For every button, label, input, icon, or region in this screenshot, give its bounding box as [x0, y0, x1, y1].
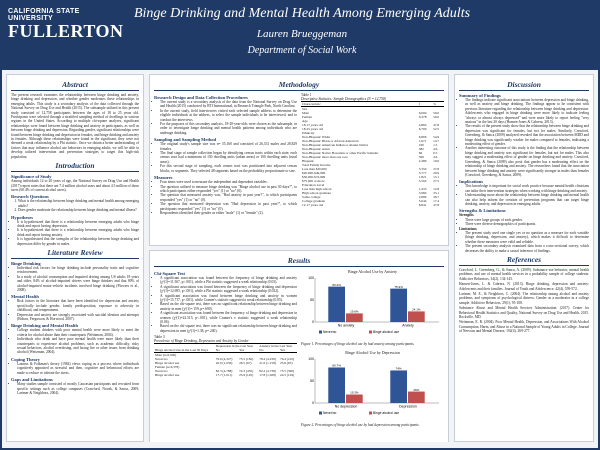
table1-cell: 3,777	[418, 171, 427, 175]
method-point: • The final stage of sample collection began by identifying census tracts within each state; each census tract had a minimum of 150 dwelling units (urban areas) or 100 dwelling units (rural areas).	[160, 151, 297, 164]
table1-cell: 19.6	[433, 159, 440, 163]
figure2-caption: Figure 2. Percentages of binge alcohol use by had depression among participants.	[301, 423, 420, 427]
table1-cell: Non-Hispanic Asian	[302, 147, 330, 151]
table1-cell: Non-Hispanic Black or African American	[302, 139, 359, 143]
result-point: • Based on the chi-square test, there was no significant relationship between binge drinking and anxiety in men (χ²(1)=.159, p=.690).	[160, 302, 297, 311]
result-point: • A significant association was found between the frequency of binge drinking and anxiety (χ²(1)=11.567, p<.001), while a Phi statistic suggested a weak relationship (0.03).	[160, 276, 297, 285]
y-tick-label: 0	[312, 320, 314, 325]
table1-header: %	[433, 102, 436, 106]
table3-subheader: No	[259, 348, 264, 353]
table1-cell: $20,000-$49,999	[302, 171, 326, 175]
left-column	[6, 74, 144, 442]
table1-header: Characteristic	[302, 102, 321, 106]
limitation-point: • The present study used one single yes or no question as a measure for each variable (binge drinking, depression, and anxiety), which makes it difficult to determine whether these measures were valid and reliable.	[465, 231, 589, 244]
legend-label: Never/no	[323, 330, 337, 334]
table1-cell: 14.7	[433, 139, 440, 143]
university-line: CALIFORNIA STATE UNIVERSITY	[8, 8, 80, 22]
table1-cell: Non-Hispanic American Indian or Alaska Native	[302, 143, 369, 147]
bar	[346, 395, 363, 403]
table3-cell: 23.6 (65)	[280, 361, 293, 366]
legend-swatch	[319, 331, 322, 334]
table3-cell: Male (n=6,000)	[155, 353, 177, 358]
x-tick-label: Anxiety	[402, 323, 414, 328]
binge-mental-health-heading: Binge Drinking and Mental Health	[11, 323, 79, 329]
table1-cell: $50,000-$74,999	[302, 175, 326, 179]
table3-cell: 79.0 (4,327)	[215, 357, 233, 362]
bar	[408, 392, 425, 403]
table1-cell: 36.7	[433, 195, 440, 199]
x-tick-label: Depression	[399, 404, 417, 409]
hypothesis: • It is hypothesized that there is a relationship between emerging adults who binge drink and report having anxiety.	[17, 228, 139, 237]
table1-cell: High school graduate	[302, 191, 332, 195]
bar	[408, 311, 425, 322]
limitation-point: • The present secondary analysis examined data from a cross-sectional survey, which decreases the ability to make a causal inference of findings.	[465, 244, 589, 253]
table1-cell: 3,984	[418, 191, 427, 195]
depression-bar-chart	[301, 355, 443, 417]
table1-cell: 6,806	[418, 135, 427, 139]
table3-cell: Binge alcohol use	[155, 373, 180, 378]
method-point: • The current study is a secondary analysis of the data from the National Survey on Drug Use and Health (2015) conducted by RTI International, in Research Triangle Park, North Carolina.	[160, 100, 297, 109]
significance-text: Among individuals 12 to 20 years of age, the National Survey on Drug Use and Health (2017) report notes that there are 7.4 million alcohol users and about 4.5 million of these users (60.4% of current alcohol users).	[11, 179, 139, 192]
table3-cell: 76.4 (210)	[280, 357, 295, 362]
table1-cell: Sex	[302, 107, 308, 111]
table1-cell: Non-Hispanic more than one race	[302, 155, 348, 159]
bar-data-label: 24.1%	[412, 307, 421, 312]
abstract-heading: Abstract	[11, 80, 139, 91]
table1-cell: 18-17 years old	[302, 123, 324, 127]
demographics-table	[301, 101, 444, 207]
reference-item: Crawford, L. Greenberg, G., & Sanca, A. (2009). Substance use behavior, mental health problems, and use of mental health services in a probability sample of college students. Addictive Behaviors, 34(2), 134-145.	[459, 268, 589, 281]
table3-cell: 74.3 (455)	[239, 369, 254, 374]
result-point: • A significant association was found between the frequency of binge drinking and depression in women (χ²(1)=22.515, p<.001), while Cramer's v statistic suggested a weak relationship (0.06).	[160, 311, 297, 324]
introduction-heading: Introduction	[11, 161, 139, 172]
implication-point: • Understanding more about the relationship between binge drinking and mental health can also help inform the creation of prevention programs that can target binge drinking, anxiety, and depression in emerging adults.	[465, 193, 589, 206]
table1-cell: 2,489	[418, 159, 427, 163]
literature-point: • Lazarus & Folkman's theory (1984) views coping as a process where individuals cognitively appraised as stressful and then, cognitive and behavioral efforts are made to reduce or tolerate the stress.	[17, 362, 139, 375]
table3-subheader: Binge Alcohol Use in the Last 30 Days	[155, 348, 209, 353]
hypothesis: • It is hypothesized that the strengths of the relationship between binge drinking and depression differ by gender in males.	[17, 237, 139, 246]
table1-cell: 190	[418, 143, 424, 147]
table3-cell: Female (n=6,378)	[155, 365, 180, 370]
university-name: FULLERTON	[8, 21, 124, 41]
x-tick-label: No anxiety	[337, 323, 355, 328]
result-point: • A significant association was found between the frequency of binge drinking and depression (χ²(1)=12.695, p<.001), while a Phi statistic suggested a weak relationship (0.032).	[160, 285, 297, 294]
table3-cell: 82.2 (4,738)	[259, 369, 276, 374]
table1-cell: 66	[418, 151, 423, 155]
figure1-caption: Figure 1. Percentages of binge alcohol use by had anxiety among participants.	[301, 342, 415, 346]
x-tick-label: No depression	[334, 404, 358, 409]
legend-label: Binge alcohol use	[373, 330, 400, 334]
table1-cell: 3,504	[418, 179, 427, 183]
table1-cell: 4,864	[418, 123, 427, 127]
poster-header	[2, 2, 598, 70]
table1-cell: 6,378	[418, 115, 427, 119]
chart2-title: Binge Alcohol Use by Depression	[345, 350, 400, 355]
research-question: 1. What is the relationship between binge drinking and mental health among emerging adults?	[18, 199, 139, 208]
table1-cell: 47.8	[433, 203, 440, 207]
table1-cell: College graduate	[302, 199, 326, 203]
methodology-panel	[149, 74, 449, 246]
research-question: 2. Does gender moderate the relationship between binge drinking and mental illness?	[18, 208, 139, 212]
poster-department: Department of Social Work	[247, 45, 357, 56]
table3-cell: Binge alcohol use	[155, 361, 180, 366]
coping-theory-heading: Coping Theory	[11, 356, 41, 362]
abstract-text: The present research examines the relationship between binge drinking and anxiety, binge drinking and depression, and whether gender moderates these relationships in emerging adults. This study is a secondary analysis of the data collected through the National Survey on Drug Use and Health (2015). The subsample utilized in this present study consisted of 12,758 participants between the ages of 18 to 25 years old. Participants were selected through a stratified sampling method of dwellings in various regions in the United States. According to multiple chi-square analyses, significant relationships were found between binge drinking and anxiety in participants, as well as between binge drinking and depression. Regarding gender, significant relationships were found between binge drinking and depression in females, and binge drinking and anxiety in females. Although these relationships were found in the significant, they were not deemed a weak relationship by a Phi statistic. Once we obtain a better understanding of factors that may influence alcohol use behaviors in emerging adults, we will be able to develop tailored intervention and prevention strategies to target this high-risk population.	[11, 93, 139, 159]
table1-cell: 52.5	[433, 127, 440, 131]
table1-cell: 15.1	[433, 175, 440, 179]
chart1-title: Binge Alcohol Use by Anxiety	[347, 269, 398, 274]
table1-cell: 0.5	[433, 151, 438, 155]
table1-body	[301, 107, 444, 208]
table1-cell: 582	[418, 147, 424, 151]
middle-column	[149, 74, 449, 442]
table3-title: Table 3	[154, 335, 165, 340]
table1-cell: Male	[302, 111, 309, 115]
table1-cell: 50.0	[433, 115, 440, 119]
poster-author: Lauren Brueggeman	[256, 28, 348, 40]
table1-cell: Education Level	[302, 183, 325, 187]
method-point: • For the purposes of this secondary analysis, 18-20-year-olds were chosen as the subsample, in order to investigate binge drinking and mental health patterns among individuals who are underage drinking.	[160, 122, 297, 135]
table3-cell: Never/no	[155, 357, 168, 362]
mental-health-heading: Mental Health	[11, 294, 39, 300]
table1-cell: 17.4	[433, 199, 440, 203]
table3-cell: 26.5 (67)	[239, 361, 252, 366]
legend-swatch	[369, 331, 372, 334]
table3-cell: 73.5 (182)	[239, 357, 254, 362]
literature-heading: Literature Review	[11, 248, 139, 259]
strength-point: • There were large groups of each gender.	[465, 218, 589, 222]
limitations-label: Limitations	[459, 226, 477, 231]
table3-header: Depression in the Last Year	[215, 344, 254, 349]
literature-point: • Depression and anxiety are strongly associated with suicidal ideation and attempts (Bolton, Fergusson, & Horwood, 2007).	[17, 313, 139, 322]
table1-cell: Female	[302, 115, 312, 119]
legend-label: Never/no	[323, 411, 337, 415]
table3-row	[154, 373, 297, 377]
discussion-heading: Discussion	[459, 80, 589, 91]
method-point: • In the current study, field interviewers visited each selected sample address to determine the eligible individuals at the address, to select the sample individuals to be interviewed, and to conduct the interviews.	[160, 109, 297, 122]
result-point: • A significant association was found between binge drinking and anxiety in women (χ²(1)=15.717, p<.001), while Cramer's statistic suggested a weak relationship (0.05).	[160, 294, 297, 303]
discussion-point: • The results of the present study show that the relationship between binge drinking and depression was significant for females, but not for males. Similarly, Crawford, Greenberg, & Sanca (2009) analyzed revealed that the association between MDD and binge drinking was significantly weaker for males compared to females, indicating a moderating effect of gender.	[465, 124, 589, 146]
methodology-heading: Methodology	[154, 80, 444, 91]
literature-point: • Individuals who drink and have poor mental health were more likely than their counterparts to experience alcohol problems, such as academic difficulty, risky sexual behaviors, alcohol overdosing, and facing fire or other issues from drinking alcohol (Weitzman, 2004).	[17, 337, 139, 355]
y-tick-label: 100	[308, 357, 314, 362]
reference-item: Hansen-Jones, L. & Cabrera, N. (2013). Binge drinking, depression and anxiety: Adolescents and their families. Journal of Youth and Adolescence, 42(4), 559-572.	[459, 282, 589, 291]
table3-cell: 21.6 (1,158)	[259, 361, 276, 366]
university-logo	[8, 8, 124, 48]
table3-subheader: No	[215, 348, 220, 353]
table1-cell: 27.5	[433, 179, 440, 183]
table1-cell: 1,821	[418, 175, 427, 179]
bar-data-label: 19.6%	[350, 309, 359, 314]
table3-body	[154, 353, 297, 378]
significance-heading: Significance of Study	[11, 174, 52, 180]
table1-cell: 18-25 years old	[302, 127, 324, 131]
measures-heading: Measures	[154, 175, 173, 181]
table1-cell: Some college	[302, 195, 321, 199]
table3-subheader: Yes	[280, 348, 285, 353]
method-point: • The question that measured depression was "Had depression in past year?", to which participants responded "yes" (1) or "no" (0).	[160, 202, 297, 211]
anxiety-bar-chart	[301, 274, 443, 336]
right-column	[454, 74, 594, 442]
table3-cell: 20.9 (1,036)	[215, 361, 233, 366]
table1-cell: 47.8	[433, 123, 440, 127]
table1-cell: Less than high school	[302, 187, 332, 191]
implication-point: • This knowledge is important for social work practice because mental health clinicians can tailor their intervention strategies when working with binge drinking and anxiety.	[465, 184, 589, 193]
prevalence-table	[154, 343, 297, 377]
table1-row	[301, 203, 444, 207]
legend-swatch	[369, 412, 372, 415]
research-design-heading: Research Design and Data Collection Procedures	[154, 95, 248, 100]
references-heading: References	[459, 255, 589, 266]
table1-cell: 596	[418, 155, 424, 159]
table3-cell: 24.5 (129)	[280, 373, 295, 378]
method-point: • The question utilized to measure binge drinking was "Binge alcohol use in past 30 days?", to which participants either responded "yes" (1) or "no" (0).	[160, 185, 297, 194]
table1-cell: 50.0	[433, 111, 440, 115]
literature-point: • College student drinkers with poor mental health were more likely to meet the criteria for alcohol abuse than their counterparts (Weitzman, 2004).	[17, 328, 139, 337]
table1-cell: 2,899	[418, 195, 427, 199]
sampling-heading: Sampling and Sampling Method	[154, 137, 217, 143]
bar	[390, 289, 407, 322]
table3-cell: Never/no	[155, 369, 168, 374]
table1-title: Table 1	[301, 93, 312, 97]
table1-cell: Age	[302, 119, 308, 123]
table1-cell: 29.9	[433, 171, 440, 175]
method-point: • The original study's sample size was n= 55,160 and consisted of 26,331 males and 28,829 females.	[160, 142, 297, 151]
table1-cell: Ethnicity	[302, 131, 315, 135]
results-panel	[149, 250, 449, 442]
table1-cell: 6,000	[418, 111, 427, 115]
bar-data-label: 80.7%	[332, 363, 341, 368]
bar	[346, 313, 363, 322]
literature-point: • Risk factors in the literature that have been identified for depression and anxiety specifically include gender, family predisposition, exposure to adversity in childhood, and temperament.	[17, 299, 139, 312]
table3-cell: 82.3 (4,788)	[215, 369, 233, 374]
table3-subheader: Yes	[239, 348, 245, 353]
reference-item: Substance Abuse and Mental Health Services Administration. (2017). Center for Behavioral Health Statistics and Quality, National Survey on Drug Use and Health, 2015. Rockville, MD.	[459, 306, 589, 320]
legend-label: Binge alcohol use	[373, 411, 400, 415]
literature-point: • Individual risk factors for binge drinking include personality traits and cognitive reinforcement.	[17, 266, 139, 275]
bar-data-label: 74%	[395, 366, 402, 371]
table3-cell: 75.5 (390)	[280, 369, 295, 374]
table1-cell: Non-Hispanic White	[302, 135, 331, 139]
table1-cell: 1.5	[433, 143, 438, 147]
strength-point: • There were diverse demographics of participants.	[465, 222, 589, 226]
bar	[328, 367, 345, 403]
table1-cell: 27.8	[433, 167, 440, 171]
method-point: • For this second stage of sampling, each census tract was partitioned into adjacent census blocks, or segments. They selected 48 segments based on the probability proportionate to size.	[160, 164, 297, 173]
table3-cell: 78.4 (4,239)	[259, 357, 276, 362]
discussion-point: • Another interesting outcome of this study is the finding that the relationship between binge drinking and anxiety was significant for females, but not for males. This also may suggest a moderating effect of gender on binge drinking and anxiety. Crawford, Greenberg, & Sanca (2009) also posit that gender has a moderating effect on the relationship of binge drinking and anxiety. The researchers found that the association between binge drinking and anxiety were significantly stronger in males than females (Crawford, Greenberg, & Sanca, 2009).	[465, 146, 589, 177]
table1-cell: 12.8	[433, 187, 440, 191]
chi-square-heading: Chi-Square Test	[154, 271, 186, 276]
y-tick-label: 0	[312, 401, 314, 406]
research-questions-heading: Research Questions	[11, 194, 49, 200]
hypothesis: • It is hypothesized that there is a relationship between emerging adults who binge drink and report having depression.	[17, 220, 139, 229]
table1-cell: 4.6	[433, 155, 438, 159]
gaps-heading: Gaps and Limitations	[11, 377, 53, 383]
reference-item: Larimer, M. E., & Neighbors, C. (2004). The relationship among alcohol and anxiety problems, and symptoms of psychological distress: Gender as a moderator in a college sample. Addictive Behaviors, 29(1), 95-108.	[459, 292, 589, 305]
table1-cell: 3,350	[418, 167, 427, 171]
bar	[328, 287, 345, 322]
table3-cell: 17.7 (1,011)	[215, 373, 233, 378]
table3-subtitle: Prevalence of Binge Drinking, Depression and Anxiety by Gender	[154, 339, 249, 344]
summary-heading: Summary of Findings	[459, 93, 501, 98]
discussion-point: • The findings indicate significant associations between depression and binge drinking, as well as anxiety and binge drinking. The findings appear to be consistent with previous literature regarding the relationship between binge drinking and depression. Adolescents who engaged in binge drinking were more likely to indicate feeling "always or almost always depressed" and were more likely to report feeling "very anxious" in the last 30 days (Hansen-Jones & Cabrera, 2013).	[465, 98, 589, 124]
table1-cell: $75,000 or more	[302, 179, 325, 183]
table1-cell: 6,709	[418, 127, 427, 131]
bar-data-label: 80.4%	[332, 282, 341, 287]
table1-cell: 3,044	[418, 199, 427, 203]
y-tick-label: 100	[308, 276, 314, 281]
table1-cell: 33.1	[433, 191, 440, 195]
table3-cell: 25.9 (145)	[239, 373, 254, 378]
method-point: • The question that measured anxiety was, "Had anxiety in past year?", to which participants responded "yes" (1) or "no" (0).	[160, 193, 297, 202]
result-point: • Based on the chi-square test, there was no significant relationship between binge-drinking and depression in men (χ²(1)=1.38, p=.240).	[160, 324, 297, 333]
bar-data-label: 19.3%	[350, 390, 359, 395]
literature-point: • Many studies sample consisted of mostly Caucasian participants and recruited from specific settings such as college campuses (Crawford, Novak, & Sanca, 2009; Larimer & Neighbors, 2004).	[17, 382, 139, 395]
implications-heading: Implications	[459, 179, 484, 185]
hypotheses-heading: Hypotheses	[11, 214, 34, 220]
poster-title: Binge Drinking and Mental Health Among Emerging Adults	[133, 6, 471, 21]
table1-cell: 1,435	[418, 187, 427, 191]
table1-cell: 8,841	[418, 203, 427, 207]
table1-cell: 1,671	[418, 139, 427, 143]
bar	[390, 370, 407, 403]
method-point: • Four items were used to measure the independent and dependent variables.	[160, 180, 297, 184]
table1-cell: Hispanic	[302, 159, 315, 163]
literature-point: • In a study of alcohol consumption and impaired driving among US adults 18 years and older, 84% of alcohol-impaired drivers were binge drinkers and that 80% of alcohol-impaired motor-vehicle incidents involved binge drinking (Flowers et al., 2008).	[17, 275, 139, 293]
table1-cell: 12-17 years old	[302, 203, 324, 207]
table1-cell: Non-Hispanic Native Hawaiian or other Pacific Islander	[302, 151, 379, 155]
table1-header: f	[418, 102, 420, 106]
results-heading: Results	[154, 256, 444, 267]
strengths-limitations-heading: Strengths & Limitations	[459, 208, 506, 214]
bar-data-label: 75.9%	[394, 284, 403, 289]
table1-cell: Total Family Income	[302, 163, 331, 167]
table1-cell: 54.9	[433, 135, 440, 139]
table3-header: Anxiety in the Last Year	[259, 344, 293, 349]
y-tick-label: 50	[310, 379, 314, 384]
table1-cell: 4.6	[433, 147, 438, 151]
binge-drinking-heading: Binge Drinking	[11, 260, 41, 266]
legend-swatch	[319, 412, 322, 415]
reference-item: Weitzman, E. R. (2004). Poor Mental Health, Depression, and Associations With Alcohol Consumption, Harm, and Abuse in a National Sample of Young Adults in College. Journal of Nervous and Mental Disease, 192(4), 269-277.	[459, 320, 589, 334]
strengths-label: Strengths	[459, 213, 474, 218]
bar-data-label: 26%	[413, 387, 420, 392]
table1-subtitle: Descriptive Statistics: Sample Demographics (N = 12,758)	[301, 97, 386, 101]
table1-cell: Less than $20,000	[302, 167, 327, 171]
table3-cell: 17.8 (1,028)	[259, 373, 276, 378]
y-tick-label: 50	[310, 298, 314, 303]
method-point: • Respondents identified their gender as either "male" (1) or "female" (2).	[160, 211, 297, 215]
